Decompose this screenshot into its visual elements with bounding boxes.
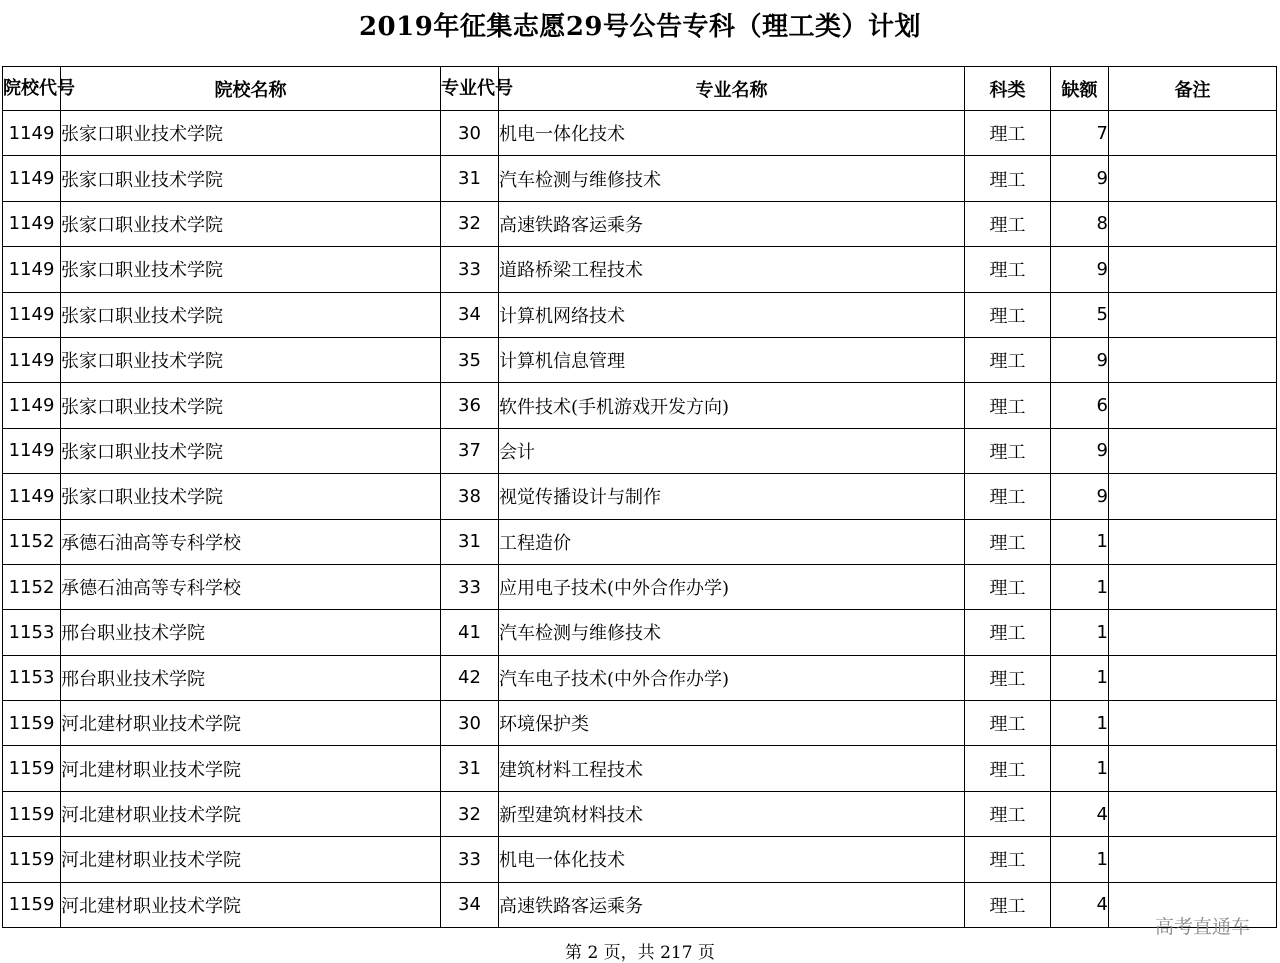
cell-school-code: 1159 [3,791,61,836]
cell-note [1109,292,1277,337]
cell-note [1109,564,1277,609]
cell-category: 理工 [965,383,1051,428]
cell-note [1109,337,1277,382]
header-category: 科类 [965,67,1051,111]
watermark: 高考直通车 [1154,916,1250,938]
cell-school-code: 1149 [3,156,61,201]
cell-major-name: 建筑材料工程技术 [499,746,965,791]
cell-major-code: 41 [441,610,499,655]
cell-note [1109,701,1277,746]
cell-major-code: 30 [441,111,499,156]
cell-major-name: 视觉传播设计与制作 [499,474,965,519]
cell-category: 理工 [965,201,1051,246]
cell-category: 理工 [965,701,1051,746]
cell-category: 理工 [965,156,1051,201]
cell-school-name: 邢台职业技术学院 [61,610,441,655]
cell-school-name: 张家口职业技术学院 [61,292,441,337]
cell-vacancy: 1 [1051,837,1109,882]
cell-major-name: 环境保护类 [499,701,965,746]
plan-table-body [3,111,1277,928]
cell-school-code: 1153 [3,610,61,655]
cell-major-code: 38 [441,474,499,519]
cell-vacancy: 6 [1051,383,1109,428]
cell-vacancy: 1 [1051,746,1109,791]
cell-school-code: 1159 [3,746,61,791]
cell-major-code: 30 [441,701,499,746]
cell-major-code: 34 [441,292,499,337]
cell-school-name: 张家口职业技术学院 [61,156,441,201]
table-row [3,247,1277,292]
cell-school-name: 河北建材职业技术学院 [61,746,441,791]
cell-vacancy: 4 [1051,882,1109,927]
cell-major-code: 33 [441,564,499,609]
table-row [3,201,1277,246]
cell-school-code: 1159 [3,882,61,927]
header-major-code: 专业代号 [441,67,499,111]
cell-school-name: 河北建材职业技术学院 [61,837,441,882]
cell-school-name: 承德石油高等专科学校 [61,564,441,609]
cell-major-name: 新型建筑材料技术 [499,791,965,836]
cell-school-name: 张家口职业技术学院 [61,337,441,382]
table-row [3,292,1277,337]
page-footer: 第 2 页，共 217 页 [565,943,715,963]
cell-school-code: 1149 [3,201,61,246]
cell-vacancy: 1 [1051,519,1109,564]
cell-major-code: 31 [441,156,499,201]
cell-vacancy: 1 [1051,564,1109,609]
cell-school-name: 河北建材职业技术学院 [61,791,441,836]
cell-note [1109,837,1277,882]
cell-school-code: 1149 [3,474,61,519]
cell-category: 理工 [965,428,1051,473]
cell-major-code: 37 [441,428,499,473]
cell-school-code: 1149 [3,337,61,382]
plan-table [2,66,1277,928]
header-school-code: 院校代号 [3,67,61,111]
cell-major-name: 高速铁路客运乘务 [499,201,965,246]
cell-school-name: 张家口职业技术学院 [61,201,441,246]
table-row [3,111,1277,156]
cell-school-name: 张家口职业技术学院 [61,474,441,519]
cell-vacancy: 9 [1051,156,1109,201]
cell-note [1109,791,1277,836]
table-row [3,564,1277,609]
table-row [3,383,1277,428]
cell-note [1109,383,1277,428]
cell-school-code: 1149 [3,428,61,473]
cell-category: 理工 [965,882,1051,927]
table-row [3,701,1277,746]
cell-category: 理工 [965,610,1051,655]
cell-major-name: 计算机信息管理 [499,337,965,382]
header-note: 备注 [1109,67,1277,111]
cell-major-name: 工程造价 [499,519,965,564]
cell-category: 理工 [965,337,1051,382]
cell-school-name: 张家口职业技术学院 [61,383,441,428]
cell-category: 理工 [965,292,1051,337]
cell-note [1109,474,1277,519]
cell-vacancy: 9 [1051,474,1109,519]
cell-note [1109,156,1277,201]
cell-major-name: 汽车电子技术(中外合作办学) [499,655,965,700]
cell-major-name: 应用电子技术(中外合作办学) [499,564,965,609]
cell-category: 理工 [965,655,1051,700]
cell-category: 理工 [965,564,1051,609]
cell-vacancy: 9 [1051,247,1109,292]
cell-major-code: 32 [441,791,499,836]
table-row [3,428,1277,473]
cell-school-name: 张家口职业技术学院 [61,111,441,156]
cell-major-code: 35 [441,337,499,382]
cell-major-name: 汽车检测与维修技术 [499,156,965,201]
cell-school-code: 1152 [3,564,61,609]
cell-vacancy: 7 [1051,111,1109,156]
cell-school-name: 张家口职业技术学院 [61,428,441,473]
cell-category: 理工 [965,519,1051,564]
cell-vacancy: 9 [1051,428,1109,473]
cell-major-name: 高速铁路客运乘务 [499,882,965,927]
cell-school-name: 河北建材职业技术学院 [61,882,441,927]
cell-major-code: 31 [441,519,499,564]
cell-vacancy: 1 [1051,655,1109,700]
cell-school-name: 张家口职业技术学院 [61,247,441,292]
cell-major-code: 31 [441,746,499,791]
header-vacancy: 缺额 [1051,67,1109,111]
cell-major-name: 机电一体化技术 [499,837,965,882]
cell-major-code: 33 [441,247,499,292]
cell-school-code: 1159 [3,837,61,882]
cell-major-name: 软件技术(手机游戏开发方向) [499,383,965,428]
cell-school-code: 1149 [3,292,61,337]
document-title: 2019年征集志愿29号公告专科（理工类）计划 [358,12,922,42]
cell-category: 理工 [965,111,1051,156]
cell-major-code: 33 [441,837,499,882]
cell-category: 理工 [965,791,1051,836]
cell-major-code: 34 [441,882,499,927]
cell-school-code: 1152 [3,519,61,564]
cell-major-name: 道路桥梁工程技术 [499,247,965,292]
cell-vacancy: 1 [1051,701,1109,746]
cell-major-name: 计算机网络技术 [499,292,965,337]
cell-category: 理工 [965,746,1051,791]
cell-vacancy: 1 [1051,610,1109,655]
cell-note [1109,746,1277,791]
cell-category: 理工 [965,247,1051,292]
cell-note [1109,111,1277,156]
cell-school-code: 1149 [3,383,61,428]
table-row [3,791,1277,836]
cell-school-code: 1159 [3,701,61,746]
cell-school-code: 1153 [3,655,61,700]
cell-vacancy: 4 [1051,791,1109,836]
cell-school-code: 1149 [3,111,61,156]
cell-major-name: 汽车检测与维修技术 [499,610,965,655]
cell-vacancy: 5 [1051,292,1109,337]
cell-major-code: 32 [441,201,499,246]
table-row [3,655,1277,700]
table-row [3,746,1277,791]
table-row [3,882,1277,927]
cell-major-code: 36 [441,383,499,428]
cell-school-name: 河北建材职业技术学院 [61,701,441,746]
cell-note [1109,247,1277,292]
cell-major-name: 会计 [499,428,965,473]
header-school-name: 院校名称 [61,67,441,111]
table-row [3,337,1277,382]
header-row [3,67,1277,111]
cell-note [1109,655,1277,700]
cell-school-name: 承德石油高等专科学校 [61,519,441,564]
table-row [3,610,1277,655]
cell-vacancy: 9 [1051,337,1109,382]
cell-note [1109,201,1277,246]
cell-note [1109,519,1277,564]
cell-category: 理工 [965,837,1051,882]
table-row [3,474,1277,519]
cell-major-name: 机电一体化技术 [499,111,965,156]
cell-major-code: 42 [441,655,499,700]
table-row [3,156,1277,201]
cell-school-code: 1149 [3,247,61,292]
table-row [3,519,1277,564]
cell-vacancy: 8 [1051,201,1109,246]
table-row [3,837,1277,882]
cell-school-name: 邢台职业技术学院 [61,655,441,700]
header-major-name: 专业名称 [499,67,965,111]
cell-category: 理工 [965,474,1051,519]
cell-note [1109,428,1277,473]
cell-note [1109,610,1277,655]
